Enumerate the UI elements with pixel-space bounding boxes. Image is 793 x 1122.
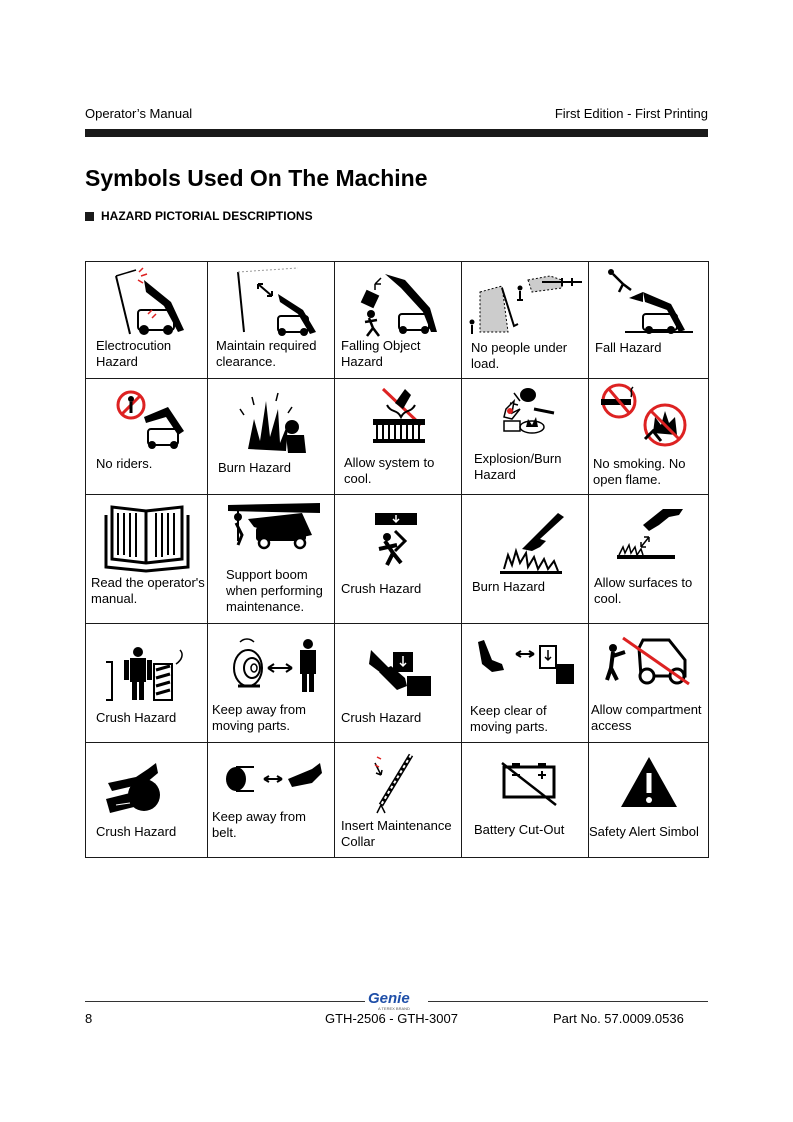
hazard-label: Allow system to cool. [344, 455, 435, 486]
burn-hazard-explosion-icon [208, 379, 335, 494]
hazard-cell [462, 262, 589, 379]
hazard-grid [85, 261, 709, 858]
hazard-cell [208, 379, 335, 495]
hazard-cell [86, 495, 208, 624]
no-riders-icon [86, 379, 208, 494]
hazard-cell [589, 495, 709, 624]
hazard-cell [462, 624, 589, 743]
hazard-label: Read the operator's manual. [91, 575, 205, 606]
header-rule [85, 129, 708, 137]
header-manual-title: Operator’s Manual [85, 106, 193, 121]
hazard-cell [335, 495, 462, 624]
hazard-label: Battery Cut-Out [474, 822, 565, 837]
hazard-cell [589, 624, 709, 743]
hazard-cell [208, 262, 335, 379]
hazard-cell [335, 379, 462, 495]
hazard-cell [589, 743, 709, 858]
hazard-label: No people under load. [471, 340, 568, 371]
hazard-label: Explosion/Burn Hazard [474, 451, 562, 482]
hazard-cell [86, 379, 208, 495]
burn-hand-icon [462, 495, 589, 623]
hazard-cell [589, 262, 709, 379]
section-heading [85, 209, 313, 223]
section-label: HAZARD PICTORIAL DESCRIPTIONS [101, 209, 313, 223]
hazard-label: Maintain required clearance. [216, 338, 317, 369]
section-bullet [85, 212, 94, 221]
hazard-cell [208, 743, 335, 858]
hazard-label: Burn Hazard [472, 579, 545, 594]
fall-hazard-icon [589, 262, 709, 378]
page-title: Symbols Used On The Machine [85, 165, 428, 191]
hazard-label: Fall Hazard [595, 340, 662, 355]
hazard-cell [208, 495, 335, 624]
hazard-cell [462, 379, 589, 495]
hazard-label: Keep away from moving parts. [212, 702, 306, 733]
hazard-cell [462, 743, 589, 858]
hazard-cell [86, 743, 208, 858]
genie-logo: Genie [368, 990, 410, 1007]
hazard-label: Crush Hazard [96, 710, 177, 725]
battery-cutout-icon [462, 743, 589, 857]
page-number: 8 [85, 1011, 93, 1026]
hazard-cell [335, 262, 462, 379]
hazard-label: Burn Hazard [218, 460, 291, 475]
crush-falling-icon [335, 495, 462, 623]
hazard-label: Keep away from belt. [212, 809, 306, 840]
hazard-cell [86, 624, 208, 743]
logo-tagline: A TEREX BRAND [378, 1006, 410, 1011]
hazard-label: Crush Hazard [96, 824, 177, 839]
hazard-label: Keep clear of moving parts. [470, 703, 549, 734]
hazard-label: Insert Maintenance Collar [341, 818, 452, 849]
hazard-label: No smoking. No open flame. [593, 456, 686, 487]
hazard-cell [335, 743, 462, 858]
hazard-label: Support boom when performing maintenance. [226, 567, 323, 614]
footer-rule-right [428, 1001, 708, 1002]
hazard-label: Falling Object Hazard [341, 338, 421, 369]
hazard-cell [462, 495, 589, 624]
hazard-label: Safety Alert Simbol [589, 824, 699, 839]
hazard-label: Allow surfaces to cool. [594, 575, 693, 606]
hazard-label: Electrocution Hazard [96, 338, 172, 369]
footer-rule-left [85, 1001, 365, 1002]
hazard-label: Allow compartment access [591, 702, 702, 733]
part-number: Part No. 57.0009.0536 [553, 1011, 684, 1026]
hazard-cell [208, 624, 335, 743]
header-edition: First Edition - First Printing [554, 106, 708, 121]
model-numbers: GTH-2506 - GTH-3007 [325, 1011, 458, 1026]
hazard-cell [335, 624, 462, 743]
hazard-label: Crush Hazard [341, 581, 422, 596]
hazard-cell [589, 379, 709, 495]
hazard-cell [86, 262, 208, 379]
hazard-label: Crush Hazard [341, 710, 422, 725]
hazard-label: No riders. [96, 456, 153, 471]
